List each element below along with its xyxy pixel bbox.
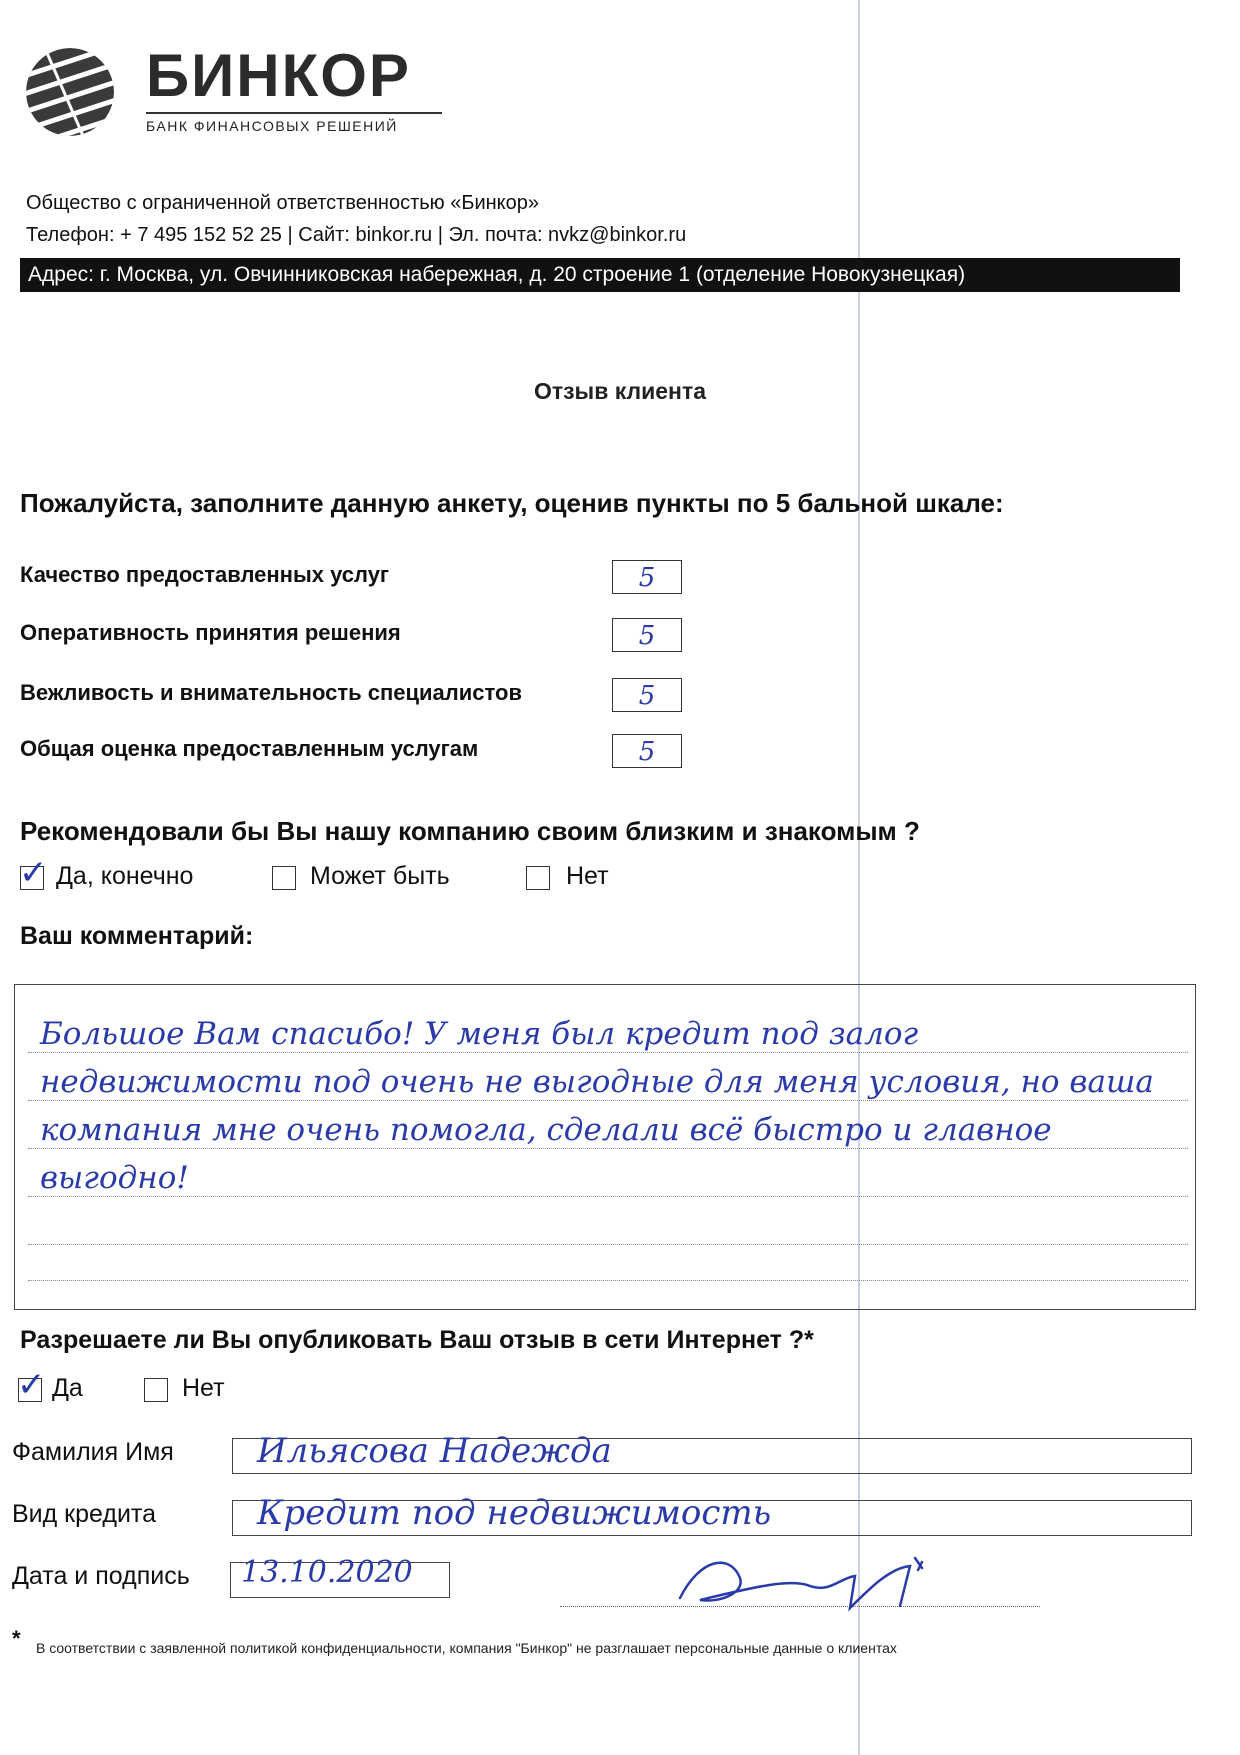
recommend-yes-label: Да, конечно [56, 862, 194, 890]
rating-box-politeness[interactable] [612, 678, 682, 712]
credit-type-value: Кредит под недвижимость [257, 1493, 772, 1533]
comment-heading: Ваш комментарий: [20, 922, 254, 950]
rating-label-politeness: Вежливость и внимательность специалистов [20, 680, 522, 705]
rating-box-speed[interactable] [612, 618, 682, 652]
name-field[interactable] [232, 1431, 1192, 1474]
publish-yes-label: Да [52, 1374, 83, 1402]
check-icon: ✓ [17, 1365, 46, 1405]
date-field[interactable] [230, 1555, 450, 1598]
rating-value-quality: 5 [638, 563, 656, 593]
publish-yes-checkbox[interactable] [17, 1365, 46, 1405]
recommend-question: Рекомендовали бы Вы нашу компанию своим близким и знакомым ? [20, 816, 920, 846]
comment-ruled-line [28, 1280, 1188, 1281]
comment-text: Большое Вам спасибо! У меня был кредит под залог недвижимости под очень не выгодные для меня условия, но ваша компания мне очень помогла, сделали всё быстро и главное выгодно! [40, 1016, 1154, 1196]
page-title: Отзыв клиента [533, 378, 707, 404]
rating-box-overall[interactable] [612, 734, 682, 768]
publish-no-label: Нет [182, 1374, 225, 1402]
rating-box-quality[interactable] [612, 560, 682, 594]
ratings-heading: Пожалуйста, заполните данную анкету, оценив пункты по 5 бальной шкале: [20, 488, 1004, 518]
recommend-maybe-checkbox[interactable] [272, 866, 296, 890]
recommend-maybe-label: Может быть [310, 862, 450, 890]
rating-value-speed: 5 [638, 621, 656, 651]
name-value: Ильясова Надежда [257, 1431, 612, 1471]
rating-value-overall: 5 [638, 737, 656, 767]
credit-type-label: Вид кредита [12, 1500, 156, 1528]
check-icon: ✓ [19, 853, 48, 893]
logo-divider [146, 112, 442, 114]
logo-subtitle: БАНК ФИНАНСОВЫХ РЕШЕНИЙ [146, 118, 398, 134]
name-label: Фамилия Имя [12, 1438, 174, 1466]
credit-type-field[interactable] [232, 1493, 1192, 1536]
rating-label-overall: Общая оценка предоставленным услугам [20, 736, 479, 761]
company-address: Адрес: г. Москва, ул. Овчинниковская набережная, д. 20 строение 1 (отделение Новокузнецкая) [20, 258, 1180, 292]
date-value: 13.10.2020 [241, 1555, 413, 1590]
rating-value-politeness: 5 [638, 681, 656, 711]
publish-question: Разрешаете ли Вы опубликовать Ваш отзыв в сети Интернет ?* [20, 1326, 814, 1354]
signature-image [660, 1548, 960, 1618]
binkor-logo-icon [24, 46, 116, 138]
recommend-no-label: Нет [566, 862, 609, 890]
comment-ruled-line [28, 1244, 1188, 1245]
company-name: Общество с ограниченной ответственностью «Бинкор» [26, 192, 540, 214]
date-signature-label: Дата и подпись [12, 1562, 190, 1590]
company-contacts: Телефон: + 7 495 152 52 25 | Сайт: binkor.ru | Эл. почта: nvkz@binkor.ru [26, 224, 687, 246]
rating-label-speed: Оперативность принятия решения [20, 620, 401, 645]
recommend-yes-checkbox[interactable] [19, 853, 48, 893]
recommend-no-checkbox[interactable] [526, 866, 550, 890]
footnote-asterisk: * [12, 1626, 21, 1651]
logo-title: БИНКОР [146, 42, 411, 109]
footnote-text: В соответствии с заявленной политикой конфиденциальности, компания "Бинкор" не разглашает персональные данные о клиентах [36, 1640, 897, 1656]
rating-label-quality: Качество предоставленных услуг [20, 562, 390, 587]
publish-no-checkbox[interactable] [144, 1378, 168, 1402]
